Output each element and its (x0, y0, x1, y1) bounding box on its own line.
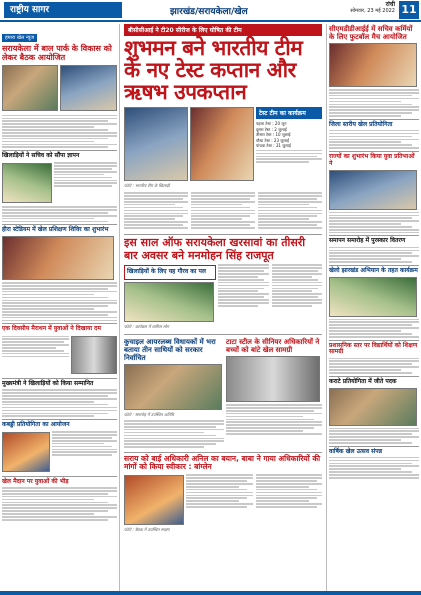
masthead (0, 0, 421, 22)
right-article-1-text (329, 89, 419, 117)
divider (329, 151, 419, 152)
right-article-4-text (329, 247, 419, 263)
right-headline-8: वार्षिक खेल उत्सव संपन्न (329, 447, 383, 455)
right-photo-2 (329, 170, 417, 210)
main-headline: शुभमन बने भारतीय टीम के नए टेस्ट कप्तान और ऋषभ उपकप्तान (124, 36, 303, 104)
right-headline-1: सीएमडीडीआईई में सचिव कर्मियों के लिए फुटबॉल मैच आयोजित (329, 25, 413, 42)
stats-item: पहला टेस्ट : 20 जून (256, 121, 287, 126)
subhead-4: सराय को बाई अधिकारी अनिल का बयान, बाबा ने गाया अधिकारियों की मांगों को किया स्वीकार : बांग्लेन (124, 453, 321, 472)
main-story-col-2 (191, 191, 255, 230)
right-headline-3: राज्यों का शुभारंभ किया युवा प्रतिभाओं ने (329, 152, 415, 167)
caption-1: फोटो : भारतीय टीम के खिलाड़ी (124, 183, 170, 188)
left-headline-3: हीरा स्टेडियम में खेल प्रशिक्षण शिविर का शुभारंभ (2, 226, 109, 234)
right-headline-6: प्रशासनिक स्तर पर विद्यार्थियों को शिक्षण सामग्री (329, 341, 418, 356)
left-headline-4: एक दिवसीय मैराथन में युवाओं ने दिखाया दम (2, 325, 101, 333)
right-headline-4: समापन समारोह में पुरस्कार वितरण (329, 237, 406, 245)
left-article-6-text (52, 430, 117, 472)
subhead-1: इस साल ऑफ सरायकेला खरसावां का तीसरी बार अवसर बने मनमोहन सिंह राजपूत (124, 235, 306, 262)
left-photo-3 (2, 163, 52, 203)
left-headline-1: सरायकेला में बाल पार्क के विकास को लेकर बैठक आयोजित (2, 44, 112, 63)
divider (329, 376, 419, 377)
divider (124, 234, 322, 235)
stats-list (256, 121, 322, 149)
section-tag: हमारा खेल न्यूज (2, 34, 37, 42)
right-photo-1 (329, 43, 417, 87)
city: रांची (385, 1, 395, 8)
stats-item: तीसरा टेस्ट : 10 जुलाई (256, 132, 291, 137)
left-article-3-text (2, 282, 117, 321)
right-headline-5: खेलो झारखंड अभियान के तहत कार्यक्रम (329, 266, 418, 274)
right-headline-2: जिला स्तरीय खेल प्रतियोगिता (329, 120, 393, 128)
subhead-2: कुचाइल आयरलब्ध विधायकों में भरा बताया तीन साथियों को सरकार निर्वाचित (124, 338, 216, 363)
main-photo-2 (190, 107, 254, 181)
footer-strip (0, 591, 421, 595)
left-article-2-text-cont (2, 206, 117, 222)
story-5-col-1 (186, 473, 253, 525)
left-photo-2 (60, 65, 117, 111)
divider (329, 446, 419, 447)
left-headline-5: मुख्यमंत्री ने खिलाड़ियों को किया सम्मानित (2, 380, 94, 388)
right-article-8-text (329, 457, 419, 479)
date: सोमवार, 23 मई 2022 (350, 8, 395, 14)
divider (2, 150, 117, 151)
left-headline-7: खेल मैदान पर युवाओं की भीड़ (2, 477, 69, 485)
section-title: झारखंड/सरायकेला/खेल (170, 7, 248, 17)
main-story-columns (124, 191, 322, 232)
middle-column (124, 24, 322, 593)
story-photo-5 (226, 356, 320, 402)
story-2-col-1 (218, 263, 269, 330)
story-3-text (124, 420, 224, 448)
caption-2: फोटो : कार्यक्रम में शामिल लोग (124, 324, 170, 330)
caption-3: फोटो : समारोह में उपस्थित अतिथि (124, 412, 174, 418)
divider (2, 476, 117, 477)
left-article-4-text (2, 334, 69, 374)
left-column (2, 24, 120, 593)
left-photo-1 (2, 65, 58, 111)
divider (124, 334, 322, 335)
quote-text: खिलाड़ियों के लिए यह गौरव का पल (127, 268, 206, 276)
left-photo-6 (2, 432, 50, 472)
stats-notes (256, 150, 322, 163)
left-article-5-text (2, 389, 117, 417)
divider (124, 452, 322, 453)
story-5-col-2 (256, 473, 323, 525)
quote-box (124, 265, 216, 280)
right-photo-3 (329, 277, 417, 317)
top-banner: बीसीसीआई ने टी20 सीरीज के लिए घोषित की टीम (124, 24, 322, 36)
right-article-3-text (329, 212, 419, 234)
left-headline-6: कबड्डी प्रतियोगिता का आयोजन (2, 421, 70, 429)
main-story-col-1 (124, 191, 188, 230)
story-photo-6 (124, 475, 184, 525)
right-column (326, 24, 419, 593)
left-article-1-text (2, 115, 117, 148)
left-article-7-text (2, 487, 117, 520)
story-photo-4 (124, 364, 222, 410)
stats-title: टेस्ट टीम का कार्यक्रम (256, 107, 322, 119)
left-article-2-text (54, 161, 117, 203)
stats-item: दूसरा टेस्ट : 2 जुलाई (256, 126, 287, 132)
left-headline-2: खिलाड़ियों ने सचिव को सौंपा ज्ञापन (2, 152, 80, 160)
story-2-col-2 (272, 263, 323, 330)
right-article-5-text (329, 319, 419, 338)
left-photo-4 (2, 236, 114, 280)
paper-name: राष्ट्रीय सागर (4, 2, 122, 18)
subhead-3: टाटा स्टील के सीनियर अधिकारियों ने बच्चों को बांटे खेल सामग्री (226, 338, 320, 355)
right-photo-4 (329, 388, 417, 426)
right-article-6-text (329, 358, 419, 374)
divider (329, 265, 419, 266)
left-photo-5 (71, 336, 117, 374)
divider (329, 119, 419, 120)
main-photo-1 (124, 107, 188, 181)
story-4-text (226, 404, 322, 435)
stats-item: पांचवा टेस्ट : 31 जुलाई (256, 143, 291, 148)
date-block (350, 2, 395, 14)
stats-item: चौथा टेस्ट : 23 जुलाई (256, 137, 289, 143)
divider (329, 340, 419, 341)
divider (2, 419, 117, 420)
story-photo-3 (124, 282, 214, 322)
main-story-col-3 (258, 191, 322, 230)
right-article-7-text (329, 428, 419, 444)
caption-4: फोटो : बैठक में उपस्थित सदस्य (124, 527, 170, 533)
right-article-2-text (329, 130, 419, 149)
page-number: 11 (399, 1, 419, 19)
right-headline-7: कराटे प्रतियोगिता में जीते पदक (329, 377, 397, 385)
